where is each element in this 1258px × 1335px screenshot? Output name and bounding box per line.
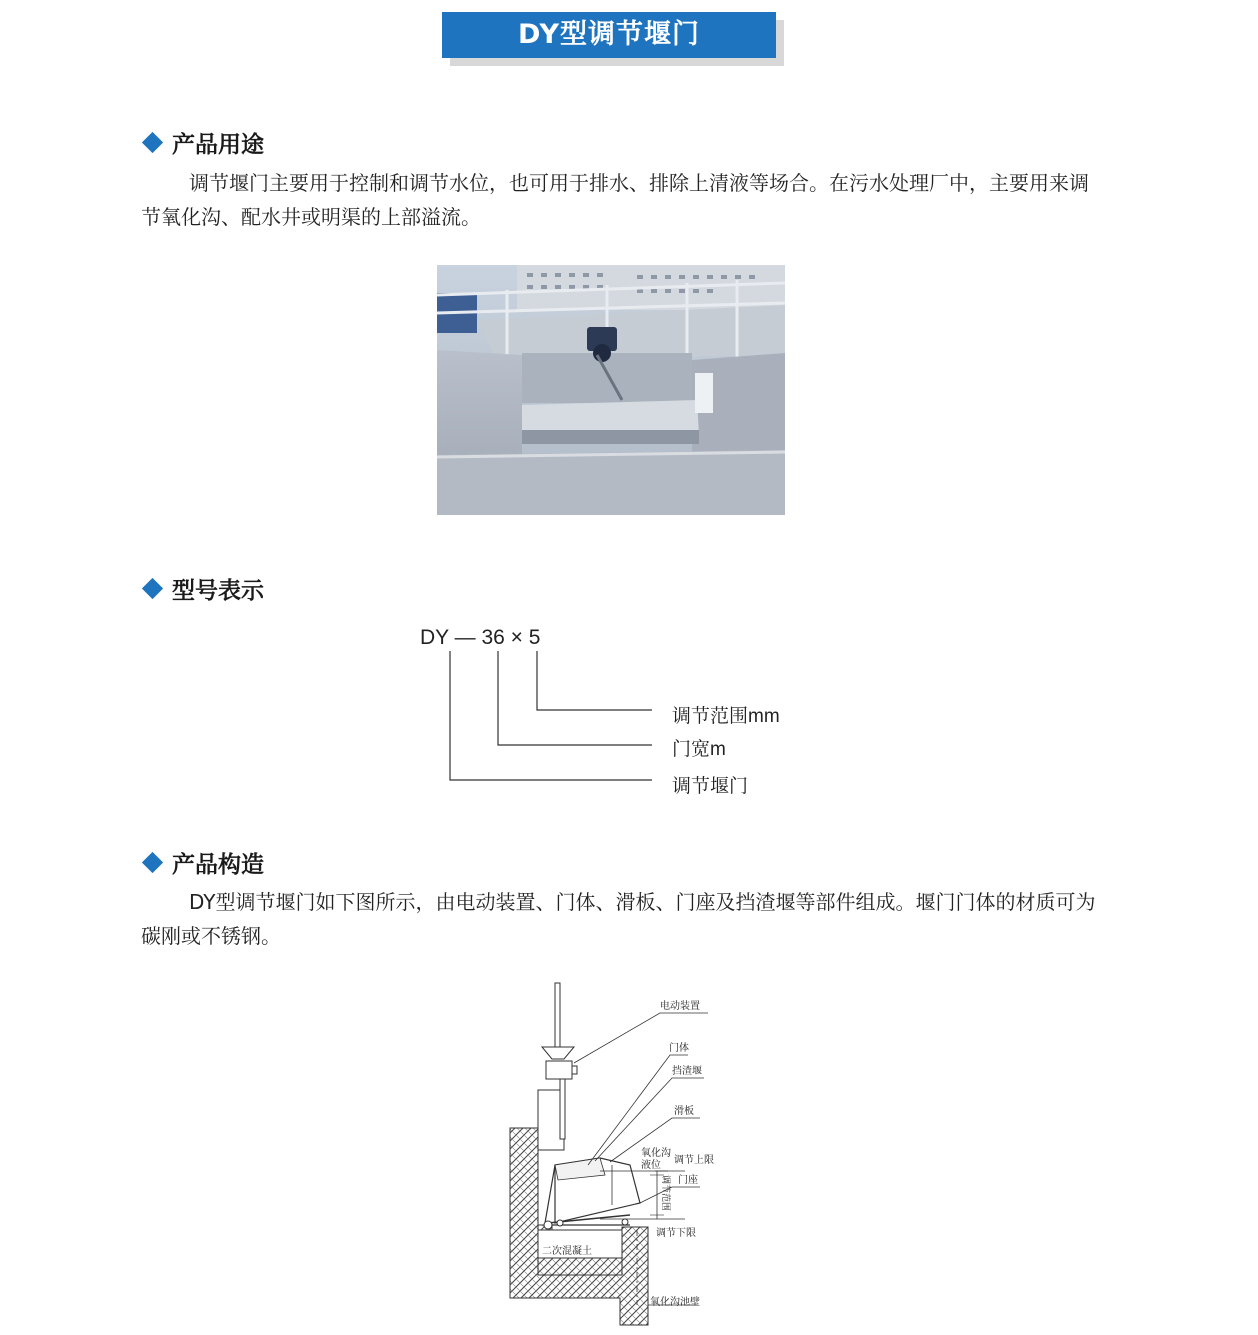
label-lower-limit: 调节下限: [656, 1228, 696, 1239]
model-code: DY — 36 × 5: [420, 626, 541, 649]
usage-paragraph: 调节堰门主要用于控制和调节水位，也可用于排水、排除上清液等场合。在污水处理厂中，主要用来调节氧化沟、配水井或明渠的上部溢流。: [141, 171, 1089, 229]
diamond-bullet-icon: [142, 131, 163, 152]
label-upper-limit: 调节上限: [674, 1155, 714, 1166]
label-concrete: 二次混凝土: [542, 1246, 592, 1257]
section-structure-title: 产品构造: [172, 851, 264, 878]
section-usage-title: 产品用途: [172, 131, 264, 158]
model-legend-type: 调节堰门: [672, 776, 749, 797]
label-motor: 电动装置: [660, 1001, 700, 1012]
structure-paragraph: DY型调节堰门如下图所示，由电动装置、门体、滑板、门座及挡渣堰等部件组成。堰门门体的材质可为碳刚或不锈钢。: [141, 890, 1096, 948]
label-wall: 氧化沟池壁: [650, 1297, 700, 1308]
section-model-title: 型号表示: [172, 577, 264, 604]
model-code-diagram: [415, 620, 835, 805]
model-legend-width: 门宽m: [672, 739, 726, 760]
label-gate-seat: 门座: [678, 1175, 698, 1186]
label-ditch-level-2: 液位: [641, 1160, 661, 1171]
weir-gate-photo: [437, 265, 785, 515]
label-ditch-level-1: 氧化沟: [641, 1148, 671, 1159]
structure-diagram: [500, 975, 730, 1327]
title-banner: [442, 12, 784, 66]
label-slide-plate: 滑板: [674, 1106, 694, 1117]
diamond-bullet-icon: [142, 851, 163, 872]
label-range: 调节范围: [661, 1175, 671, 1212]
diamond-bullet-icon: [142, 577, 163, 598]
section-structure-heading: [141, 847, 264, 877]
model-legend-range: 调节范围mm: [672, 706, 780, 727]
section-model-heading: [141, 573, 264, 603]
section-usage-heading: [141, 127, 264, 157]
label-gate-body: 门体: [669, 1043, 689, 1054]
label-slag-weir: 挡渣堰: [672, 1066, 702, 1077]
page-title: DY型调节堰门: [442, 12, 776, 58]
